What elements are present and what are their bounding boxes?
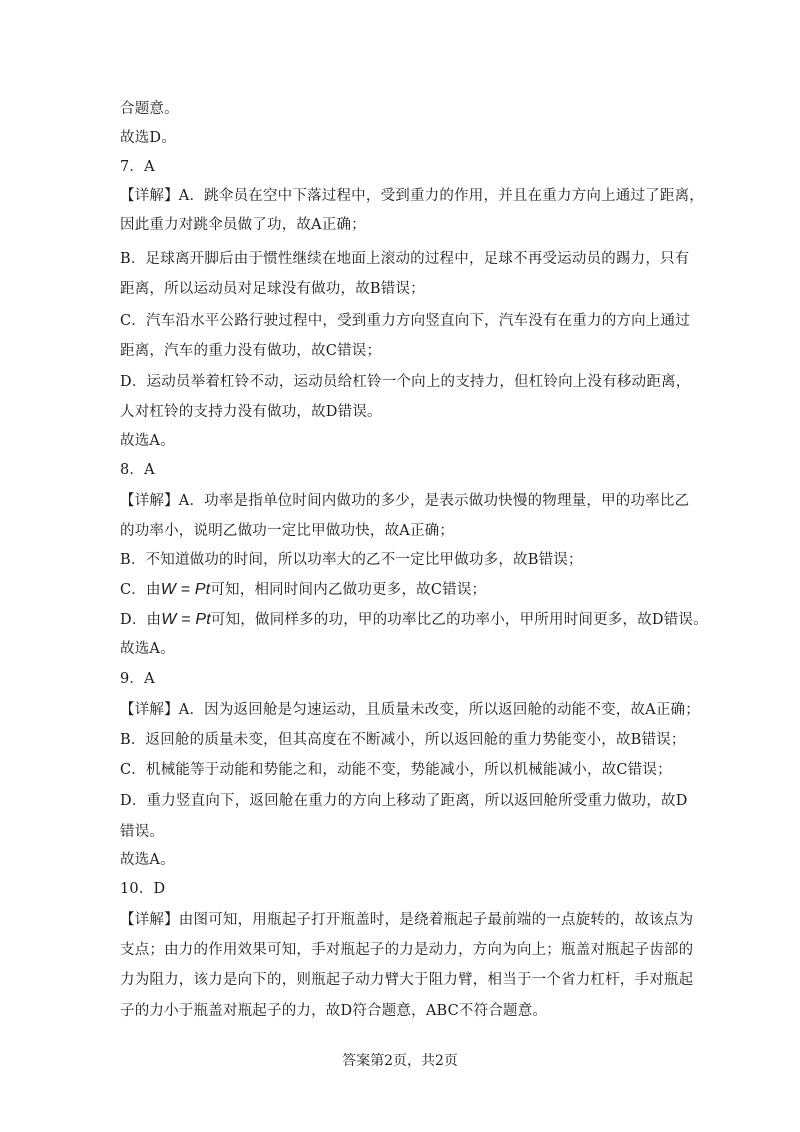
text-line: D．重力竖直向下，返回舱在重力的方向上移动了距离，所以返回舱所受重力做功，故D — [120, 793, 688, 809]
text-line: B．返回舱的质量未变，但其高度在不断减小，所以返回舱的重力势能变小，故B错误； — [120, 732, 686, 748]
question-number: 7．A — [120, 159, 155, 175]
formula: W = Pt — [161, 611, 211, 628]
text-line: C．机械能等于动能和势能之和，动能不变，势能减小，所以机械能减小，故C错误； — [120, 762, 672, 778]
text-line: C．汽车沿水平公路行驶过程中，受到重力方向竖直向下，汽车没有在重力的方向上通过 — [120, 313, 690, 329]
text-line: 故选A。 — [120, 852, 175, 868]
formula-line-post: 可知，相同时间内乙做功更多，故C错误； — [210, 582, 487, 598]
text-line: 故选A。 — [120, 433, 175, 449]
text-line: 【详解】由图可知，用瓶起子打开瓶盖时，是绕着瓶起子最前端的一点旋转的，故该点为 — [120, 912, 694, 928]
text-line: 【详解】A．跳伞员在空中下落过程中，受到重力的作用，并且在重力方向上通过了距离， — [120, 188, 704, 204]
text-line: 距离，所以运动员对足球没有做功，故B错误； — [120, 281, 425, 297]
text-line: 合题意。 — [120, 101, 179, 117]
text-line: D．运动员举着杠铃不动，运动员给杠铃一个向上的支持力，但杠铃向上没有移动距离， — [120, 374, 691, 390]
formula-line-pre: C．由 — [120, 582, 161, 598]
text-line: 子的力小于瓶盖对瓶起子的力，故D符合题意，ABC不符合题意。 — [120, 1003, 548, 1019]
text-line: 【详解】A．因为返回舱是匀速运动，且质量未改变，所以返回舱的动能不变，故A正确； — [120, 702, 700, 718]
question-number: 8．A — [120, 462, 155, 478]
formula: W = Pt — [160, 581, 211, 598]
text-line: 【详解】A．功率是指单位时间内做功的多少，是表示做功快慢的物理量，甲的功率比乙 — [120, 493, 690, 509]
formula-line-post: 可知，做同样多的功，甲的功率比乙的功率小，甲所用时间更多，故D错误。 — [210, 612, 708, 628]
question-number: 10．D — [120, 881, 166, 897]
text-line: 故选A。 — [120, 641, 175, 657]
text-line: 力为阻力，该力是向下的，则瓶起子动力臂大于阻力臂，相当于一个省力杠杆，手对瓶起 — [120, 972, 694, 988]
formula-line — [120, 610, 708, 630]
text-line: 支点；由力的作用效果可知，手对瓶起子的力是动力，方向为向上；瓶盖对瓶起子齿部的 — [120, 942, 694, 958]
formula-line — [120, 580, 486, 600]
text-line: B．足球离开脚后由于惯性继续在地面上滚动的过程中，足球不再受运动员的踢力，只有 — [120, 251, 690, 267]
question-number: 9．A — [120, 671, 155, 687]
formula-line-pre: D．由 — [120, 612, 162, 628]
text-line: 故选D。 — [120, 130, 176, 146]
page-footer: 答案第2页，共2页 — [342, 1053, 458, 1069]
text-line: 人对杠铃的支持力没有做功，故D错误。 — [120, 404, 382, 420]
text-line: 的功率小，说明乙做功一定比甲做功快，故A正确； — [120, 523, 455, 539]
text-line: 错误。 — [120, 824, 165, 840]
text-line: 距离，汽车的重力没有做功，故C错误； — [120, 343, 382, 359]
text-line: B．不知道做功的时间，所以功率大的乙不一定比甲做功多，故B错误； — [120, 552, 583, 568]
text-line: 因此重力对跳伞员做了功，故A正确； — [120, 217, 366, 233]
